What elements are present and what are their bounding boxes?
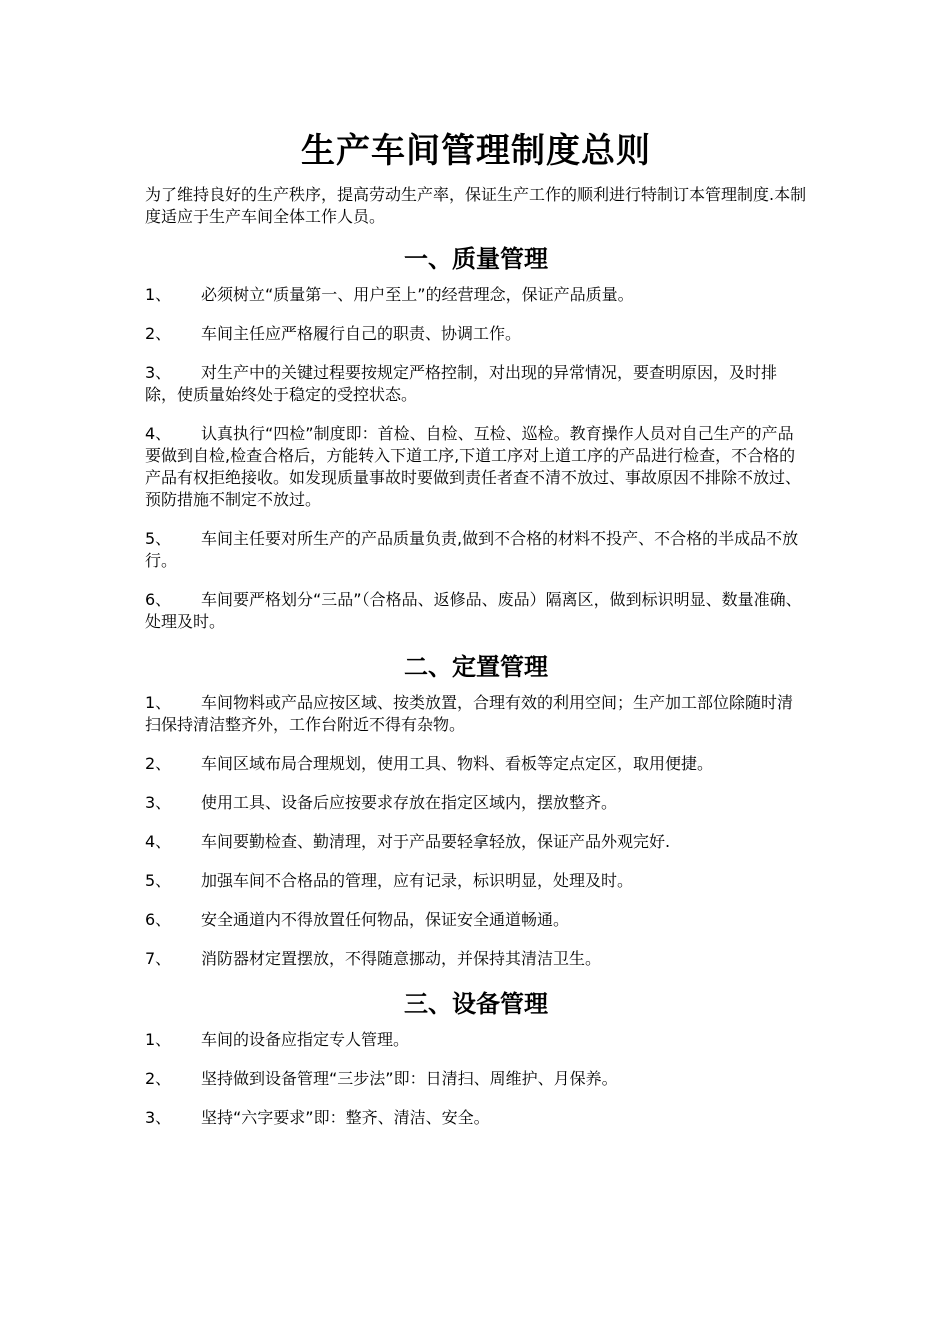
item-text: 车间区域布局合理规划，使用工具、物料、看板等定点定区，取用便捷。	[201, 754, 714, 773]
item-text: 车间要勤检查、勤清理，对于产品要轻拿轻放，保证产品外观完好.	[201, 832, 671, 851]
item-number: 3、	[145, 1108, 172, 1127]
item-number: 4、	[145, 424, 172, 443]
item-number: 5、	[145, 529, 172, 548]
item-text: 消防器材定置摆放，不得随意挪动，并保持其清洁卫生。	[201, 949, 602, 968]
list-item	[145, 528, 807, 572]
section-quality	[145, 242, 807, 633]
document-page	[145, 128, 807, 1146]
item-number: 5、	[145, 871, 172, 890]
item-text: 认真执行“四检”制度即：首检、自检、互检、巡检。教育操作人员对自己生产的产品要做到自检,检查合格后，方能转入下道工序,下道工序对上道工序的产品进行检查，不合格的产品有权拒绝接收。如发现质量事故时要做到责任者查不清不放过、事故原因不排除不放过、预防措施不制定不放过。	[145, 424, 802, 509]
list-item	[145, 284, 807, 306]
item-text: 对生产中的关键过程要按规定严格控制，对出现的异常情况，要查明原因，及时排除，使质量始终处于稳定的受控状态。	[145, 363, 778, 404]
list-item	[145, 692, 807, 736]
section-heading: 二、定置管理	[404, 653, 548, 681]
item-text: 加强车间不合格品的管理，应有记录，标识明显，处理及时。	[201, 871, 634, 890]
item-number: 6、	[145, 590, 172, 609]
intro-paragraph: 为了维持良好的生产秩序，提高劳动生产率，保证生产工作的顺利进行特制订本管理制度.本制度适应于生产车间全体工作人员。	[145, 185, 807, 226]
item-number: 7、	[145, 949, 172, 968]
list-item	[145, 870, 807, 892]
list-item	[145, 753, 807, 775]
item-number: 6、	[145, 910, 172, 929]
item-number: 2、	[145, 1069, 172, 1088]
item-number: 2、	[145, 324, 172, 343]
list-item	[145, 423, 807, 511]
item-text: 必须树立“质量第一、用户至上”的经营理念，保证产品质量。	[201, 285, 634, 304]
list-item	[145, 792, 807, 814]
list-item	[145, 1068, 807, 1090]
item-text: 车间的设备应指定专人管理。	[201, 1030, 410, 1049]
item-text: 坚持“六字要求”即：整齐、清洁、安全。	[201, 1108, 490, 1127]
item-number: 1、	[145, 285, 172, 304]
item-number: 1、	[145, 1030, 172, 1049]
item-text: 车间要严格划分“三品”（合格品、返修品、废品）隔离区，做到标识明显、数量准确、处理及时。	[145, 590, 802, 631]
item-number: 1、	[145, 693, 172, 712]
section-placement	[145, 650, 807, 970]
list-item	[145, 909, 807, 931]
section-equipment	[145, 987, 807, 1129]
item-number: 4、	[145, 832, 172, 851]
item-text: 安全通道内不得放置任何物品，保证安全通道畅通。	[201, 910, 570, 929]
item-number: 3、	[145, 363, 172, 382]
item-number: 3、	[145, 793, 172, 812]
item-text: 车间主任应严格履行自己的职责、协调工作。	[201, 324, 522, 343]
section-heading: 一、质量管理	[404, 245, 548, 273]
document-title: 生产车间管理制度总则	[301, 131, 651, 171]
item-text: 车间物料或产品应按区域、按类放置，合理有效的利用空间；生产加工部位除随时清扫保持清洁整齐外，工作台附近不得有杂物。	[145, 693, 794, 734]
list-item	[145, 362, 807, 406]
list-item	[145, 323, 807, 345]
list-item	[145, 948, 807, 970]
list-item	[145, 1107, 807, 1129]
list-item	[145, 589, 807, 633]
item-text: 使用工具、设备后应按要求存放在指定区域内，摆放整齐。	[201, 793, 618, 812]
list-item	[145, 831, 807, 853]
item-number: 2、	[145, 754, 172, 773]
list-item	[145, 1029, 807, 1051]
item-text: 坚持做到设备管理“三步法”即：日清扫、周维护、月保养。	[201, 1069, 618, 1088]
item-text: 车间主任要对所生产的产品质量负责,做到不合格的材料不投产、不合格的半成品不放行。	[145, 529, 799, 570]
section-heading: 三、设备管理	[404, 990, 548, 1018]
